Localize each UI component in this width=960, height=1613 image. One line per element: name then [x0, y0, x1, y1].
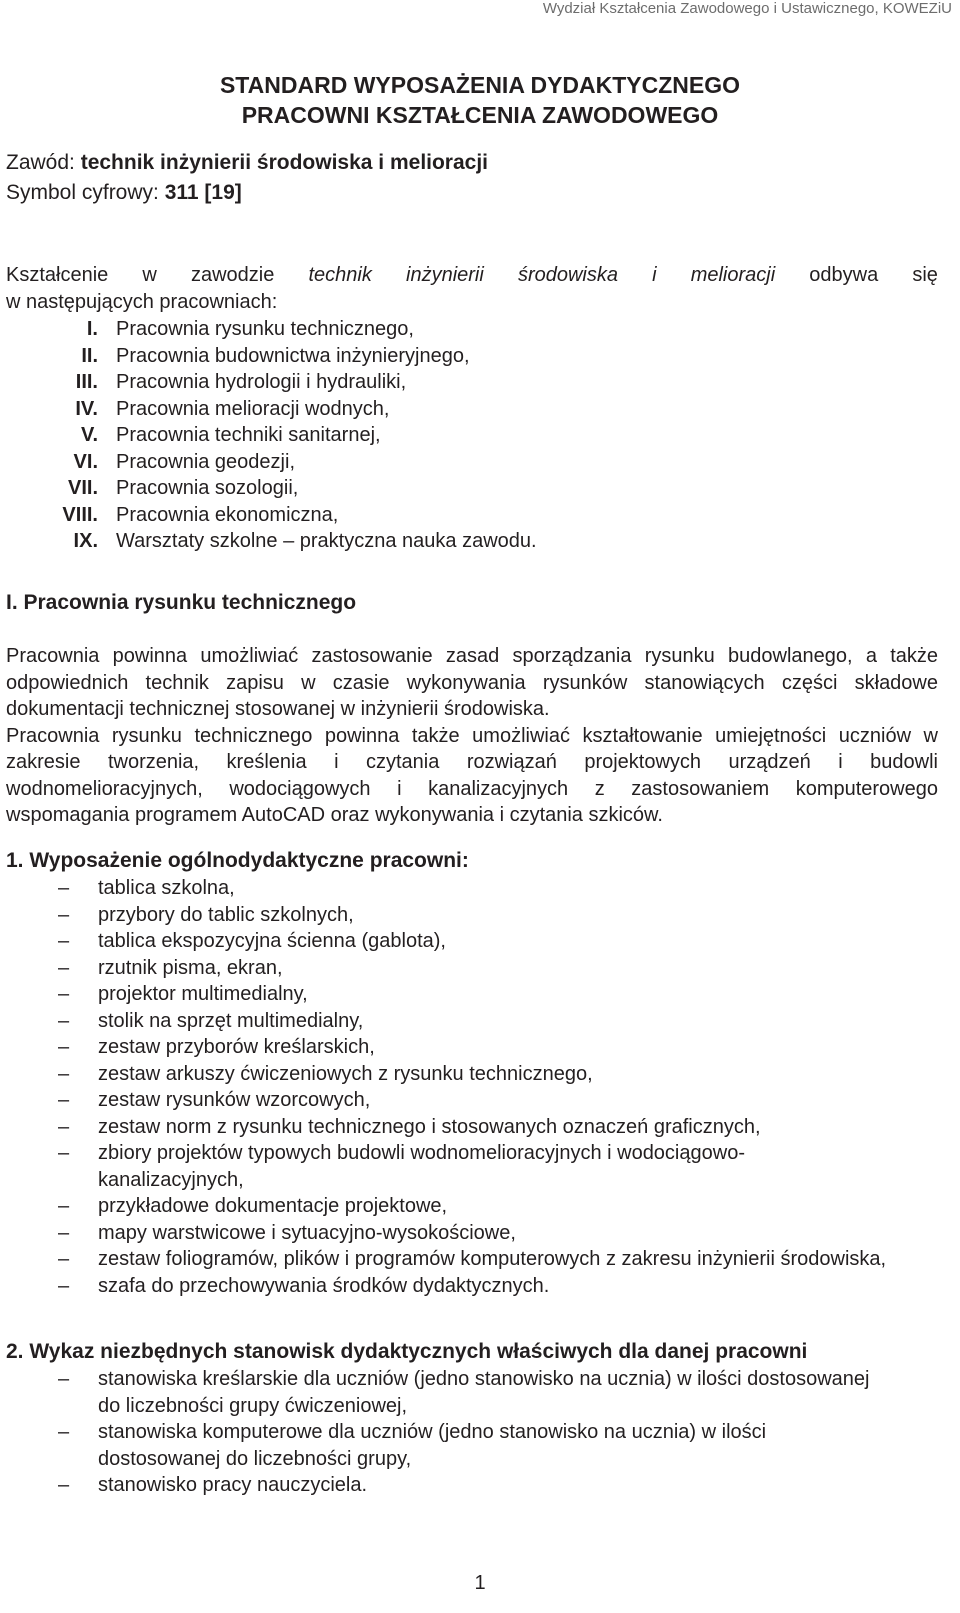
list-item-text: mapy warstwicowe i sytuacyjno-wysokościowe,	[98, 1221, 516, 1244]
list-item-text: przybory do tablic szkolnych,	[98, 903, 354, 926]
workshop-number: I.	[86, 318, 98, 340]
list-item-text: tablica ekspozycyjna ścienna (gablota),	[98, 930, 446, 952]
dash-bullet-icon: –	[58, 1221, 70, 1244]
list-item-text: przykładowe dokumentacje projektowe,	[98, 1195, 448, 1217]
list-item-text: stanowiska kreślarskie dla uczniów (jedno stanowisko na ucznia) w ilości dostosowanej do liczebności grupy ćwiczeniowej,	[98, 1368, 870, 1417]
list-item	[0, 1140, 888, 1193]
list-item	[0, 1087, 888, 1114]
dash-bullet-icon: –	[58, 1195, 70, 1217]
intro-word: zawodzie	[190, 264, 275, 286]
symbol-line	[6, 178, 242, 207]
subsection-1-title: 1. Wyposażenie ogólnodydaktyczne pracowni:	[6, 849, 469, 872]
workshop-name: Pracownia techniki sanitarnej,	[116, 424, 381, 446]
dash-bullet-icon: –	[58, 1474, 70, 1496]
intro-word: środowiska	[517, 264, 618, 286]
list-item	[0, 928, 888, 955]
workshop-number: VI.	[73, 450, 98, 473]
dash-bullet-icon: –	[58, 1115, 70, 1138]
intro-word: Kształcenie	[6, 264, 109, 286]
list-item	[0, 1008, 888, 1035]
list-item-text: zestaw foliogramów, plików i programów komputerowych z zakresu inżynierii środowiska,	[98, 1248, 887, 1270]
list-item	[0, 1193, 888, 1220]
intro-line-2: w następujących pracowniach:	[6, 291, 278, 313]
dash-bullet-icon: –	[58, 1421, 70, 1443]
symbol-label: Symbol cyfrowy:	[6, 181, 165, 204]
workshop-name: Pracownia budownictwa inżynieryjnego,	[116, 344, 470, 367]
page-number: 1	[474, 1572, 486, 1594]
title-line-1: STANDARD WYPOSAŻENIA DYDAKTYCZNEGO	[219, 72, 741, 98]
list-item-text: rzutnik pisma, ekran,	[98, 956, 283, 979]
list-item	[0, 1246, 888, 1273]
list-item-text: zestaw przyborów kreślarskich,	[98, 1036, 375, 1058]
dash-bullet-icon: –	[58, 956, 70, 979]
list-item-text: szafa do przechowywania środków dydaktycznych.	[98, 1274, 550, 1297]
page-header: Wydział Kształcenia Zawodowego i Ustawicznego, KOWEZiU	[542, 0, 952, 17]
list-item	[0, 1114, 888, 1141]
intro-line-1	[6, 262, 938, 289]
subsection-2-title: 2. Wykaz niezbędnych stanowisk dydaktycznych właściwych dla danej pracowni	[6, 1340, 808, 1363]
list-item	[0, 955, 888, 982]
list-item-text: stanowiska komputerowe dla uczniów (jedno stanowisko na ucznia) w ilości dostosowanej do liczebności grupy,	[98, 1421, 767, 1470]
section-1-description	[6, 643, 938, 829]
dash-bullet-icon: –	[58, 983, 70, 1005]
list-item	[0, 981, 888, 1008]
dash-bullet-icon: –	[58, 1089, 70, 1111]
symbol-value: 311 [19]	[164, 181, 242, 204]
list-item	[0, 1220, 888, 1247]
list-item	[0, 902, 888, 929]
workshop-number: VIII.	[62, 503, 98, 526]
title-line-2: PRACOWNI KSZTAŁCENIA ZAWODOWEGO	[241, 102, 719, 128]
intro-word: inżynierii	[406, 264, 484, 286]
list-item	[0, 1034, 888, 1061]
list-item-text: zbiory projektów typowych budowli wodnomelioracyjnych i wodociągowo-kanalizacyjnych,	[98, 1142, 745, 1191]
workshop-number: V.	[80, 424, 98, 446]
intro-word: się	[912, 264, 938, 286]
equipment-list	[0, 875, 888, 1299]
dash-bullet-icon: –	[58, 930, 70, 952]
dash-bullet-icon: –	[58, 1248, 70, 1270]
workstation-list	[0, 1366, 888, 1499]
list-item-text: zestaw norm z rysunku technicznego i stosowanych oznaczeń graficznych,	[98, 1115, 761, 1138]
section-1-para-2: Pracownia rysunku technicznego powinna także umożliwiać kształtowanie umiejętności uczniów w zakresie tworzenia, kreślenia i czytania rozwiązań projektowych urządzeń i budowli wodnomelioracyjnych, wodociągowych i kanalizacyjnych z zastosowaniem komputerowego wspomagania programem AutoCAD oraz wykonywania i czytania szkiców.	[6, 724, 938, 826]
intro-paragraph	[6, 262, 938, 316]
workshop-number: IV.	[75, 397, 98, 420]
profession-label: Zawód:	[6, 151, 81, 174]
list-item-text: stolik na sprzęt multimedialny,	[98, 1009, 364, 1032]
list-item	[0, 875, 888, 902]
list-item-text: projektor multimedialny,	[98, 983, 308, 1005]
list-item	[0, 1273, 888, 1300]
profession-line	[6, 148, 488, 177]
workshop-name: Pracownia hydrologii i hydrauliki,	[116, 371, 407, 393]
dash-bullet-icon: –	[58, 1009, 70, 1032]
intro-word: melioracji	[690, 264, 776, 286]
list-item	[0, 1061, 888, 1088]
list-item	[0, 1419, 888, 1472]
intro-word: technik	[308, 264, 372, 286]
workshop-number: III.	[75, 371, 98, 393]
workshop-name: Warsztaty szkolne – praktyczna nauka zawodu.	[116, 530, 537, 552]
section-1-title: I. Pracownia rysunku technicznego	[6, 591, 357, 614]
workshop-number: VII.	[67, 477, 98, 499]
workshop-name: Pracownia rysunku technicznego,	[116, 318, 414, 340]
document-title	[0, 70, 960, 130]
list-item-text: stanowisko pracy nauczyciela.	[98, 1474, 368, 1496]
dash-bullet-icon: –	[58, 903, 70, 926]
workshop-name: Pracownia geodezji,	[116, 450, 295, 473]
dash-bullet-icon: –	[58, 1142, 70, 1164]
workshop-name: Pracownia ekonomiczna,	[116, 503, 339, 526]
list-item-text: zestaw rysunków wzorcowych,	[98, 1089, 371, 1111]
dash-bullet-icon: –	[58, 1368, 70, 1390]
workshop-name: Pracownia melioracji wodnych,	[116, 397, 390, 420]
dash-bullet-icon: –	[58, 877, 70, 899]
dash-bullet-icon: –	[58, 1274, 70, 1297]
workshop-number: II.	[81, 344, 98, 367]
list-item	[0, 1366, 888, 1419]
section-1-para-1: Pracownia powinna umożliwiać zastosowanie zasad sporządzania rysunku budowlanego, a także odpowiednich technik zapisu w czasie wykonywania rysunków stanowiących części składowe dokumentacji technicznej stosowanej w inżynierii środowiska.	[6, 645, 938, 720]
dash-bullet-icon: –	[58, 1036, 70, 1058]
workshop-number: IX.	[73, 530, 98, 552]
profession-value: technik inżynierii środowiska i melioracji	[80, 151, 489, 174]
intro-word: odbywa	[809, 264, 879, 286]
dash-bullet-icon: –	[58, 1062, 70, 1085]
intro-word: w	[142, 264, 157, 286]
intro-word: i	[652, 264, 657, 286]
workshop-name: Pracownia sozologii,	[116, 477, 299, 499]
list-item-text: zestaw arkuszy ćwiczeniowych z rysunku technicznego,	[98, 1062, 593, 1085]
list-item-text: tablica szkolna,	[98, 877, 235, 899]
list-item	[0, 1472, 888, 1499]
